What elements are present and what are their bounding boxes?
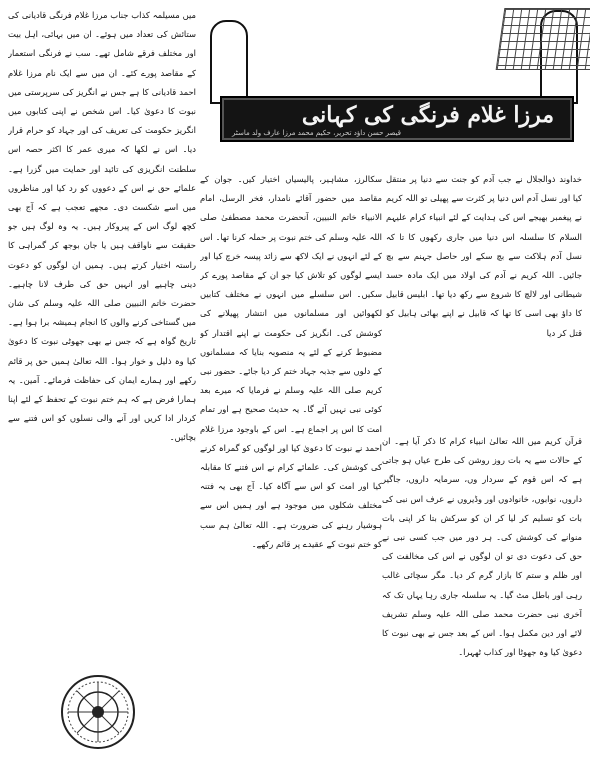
article-byline: قیصر حسن داؤد تحریر، حکیم محمد مرزا عارف ولد ماسٹر bbox=[232, 129, 402, 137]
column-right-bottom bbox=[382, 432, 582, 754]
paragraph: قرآن کریم میں اللہ تعالیٰ انبیاء کرام کا ذکر آیا ہے۔ ان کے حالات سے یہ بات روز روشن کی طرح عیاں ہو جاتی ہے کہ اس قوم کے سردار وں، سرمایہ داروں، جاگیر داروں، نوابوں، خانوادوں اور وڈیروں نے عرف اس نبی کی بات کو تسلیم کر لیا کر ان کو سرکش بتا کر اپنی بات منوانے کی کوشش کی۔ ہر دور میں جب کسی نبی نے حق کی دعوت دی تو ان لوگوں نے اس کی مخالفت کی اور ظلم و ستم کا بازار گرم کر دیا۔ مگر سچائی غالب رہی اور باطل مٹ گیا۔ یہ سلسلہ جاری رہا یہاں تک کہ آخری نبی حضرت محمد صلی اللہ علیہ وسلم تشریف لائے اور دین مکمل ہوا۔ اس کے بعد جس نے بھی نبوت کا دعویٰ کیا وہ جھوٹا اور کذاب ٹھہرا۔ bbox=[382, 436, 582, 658]
column-left bbox=[8, 6, 196, 668]
column-right-top bbox=[386, 170, 582, 432]
lattice-graphic bbox=[496, 8, 590, 70]
paragraph: میں مسیلمہ کذاب جناب مرزا غلام فرنگی قادیانی کی ستائش کی تعداد میں ہوئے۔ ان میں بہائی، اہل بیت اور مختلف فرقے شامل تھے۔ سب نے فرنگی استعمار کے مقاصد پورے کئے۔ ان میں سے ایک نام مرزا غلام احمد قادیانی کا ہے جس نے انگریز کی سرپرستی میں نبوت کا دعویٰ کیا۔ اس شخص نے اپنی کتابوں میں انگریز حکومت کی تعریف کی اور جہاد کو حرام قرار دیا۔ اس نے لکھا کہ میری عمر کا اکثر حصہ اس سلطنت انگریزی کی تائید اور حمایت میں گزرا ہے۔ علمائے حق نے اس کے دعووں کو رد کیا اور مناظروں میں اسے شکست دی۔ مجھے تعجب ہے کہ آج بھی کچھ لوگ اس کے پیروکار ہیں۔ یہ وہ لوگ ہیں جو حقیقت سے ناواقف ہیں یا جان بوجھ کر گمراہی کا راستہ اختیار کرتے ہیں۔ ہمیں ان لوگوں کو دعوت دینی چاہیے اور انہیں حق کی طرف لانا چاہیے۔ حضرت خاتم النبیین صلی اللہ علیہ وسلم کی شان میں گستاخی کرنے والوں کا انجام ہمیشہ برا ہوا ہے۔ تاریخ گواہ ہے کہ جس نے بھی جھوٹی نبوت کا دعویٰ کیا وہ ذلیل و خوار ہوا۔ اللہ تعالیٰ ہمیں حق پر قائم رکھے اور ہمارے ایمان کی حفاظت فرمائے۔ آمین۔ یہ ہمارا فرض ہے کہ ہم ختم نبوت کے تحفظ کے لئے اپنا کردار ادا کریں اور آنے والی نسلوں کو اس فتنے سے بچائیں۔ bbox=[8, 10, 196, 443]
article-banner bbox=[200, 0, 590, 170]
column-middle bbox=[200, 170, 382, 758]
minaret-left bbox=[210, 20, 248, 104]
article-title-bar bbox=[220, 96, 574, 142]
paragraph: سکالرز، مشاہیر، پالیسیاں اختیار کیں۔ جوان کے مقاصد میں حضور آقائے نامدار، فخر الرسل، امام الانبیاء خاتم النبیین، آنحضرت محمد مصطفیٰ صلی اللہ علیہ وسلم کی ختم نبوت پر حملہ کرنا تھا۔ اس کے لئے انہوں نے ایک لاکھ سے زائد پیسہ خرچ کیا اور ایسے لوگوں کو تلاش کیا جو ان کے مقاصد پورے کر سکیں۔ اس سلسلے میں انہوں نے مختلف کتابیں لکھوائیں اور مسلمانوں میں انتشار پھیلانے کی کوشش کی۔ انگریز کی حکومت نے اپنے اقتدار کو مضبوط کرنے کے لئے یہ منصوبہ بنایا کہ مسلمانوں کے دلوں سے جذبہ جہاد ختم کر دیا جائے۔ حضور نبی کریم صلی اللہ علیہ وسلم نے فرمایا کہ میرے بعد کوئی نبی نہیں آئے گا۔ یہ حدیث صحیح ہے اور تمام امت کا اس پر اجماع ہے۔ اس کے باوجود مرزا غلام احمد نے نبوت کا دعویٰ کیا اور لوگوں کو گمراہ کرنے کی کوشش کی۔ علمائے کرام نے اس فتنے کا مقابلہ کیا اور امت کو اس سے آگاہ کیا۔ آج بھی یہ فتنہ مختلف شکلوں میں موجود ہے اور ہمیں اس سے ہوشیار رہنے کی ضرورت ہے۔ اللہ تعالیٰ ہم سب کو ختم نبوت کے عقیدے پر قائم رکھے۔ bbox=[200, 174, 382, 549]
article-title: مرزا غلام فرنگی کی کہانی bbox=[301, 102, 554, 128]
paragraph: خداوند ذوالجلال نے جب آدم کو جنت سے دنیا پر منتقل کیا اور نسل آدم اس دنیا پر کثرت سے پھیلی تو اللہ کریم نے پیغمبر بھیجے اس کی ہدایت کے لئے انبیاء کرام علیہم السلام کا سلسلہ اس دنیا میں جاری رکھوں کا تا کہ نسل آدم ہلاکت سے بچ سکے اور حاصل جہنم سے بچ جائیں۔ اللہ کریم نے آدم کی اولاد میں ایک مادہ حسد شیطانی اور لالچ کا شروع سے رکھ دیا تھا۔ ابلیس قابیل کا داؤ بھی اسی کا تھا کہ قابیل نے اپنے بھائی ہابیل کو قتل کر دیا bbox=[386, 174, 582, 338]
decorative-roundel-icon bbox=[58, 672, 138, 752]
